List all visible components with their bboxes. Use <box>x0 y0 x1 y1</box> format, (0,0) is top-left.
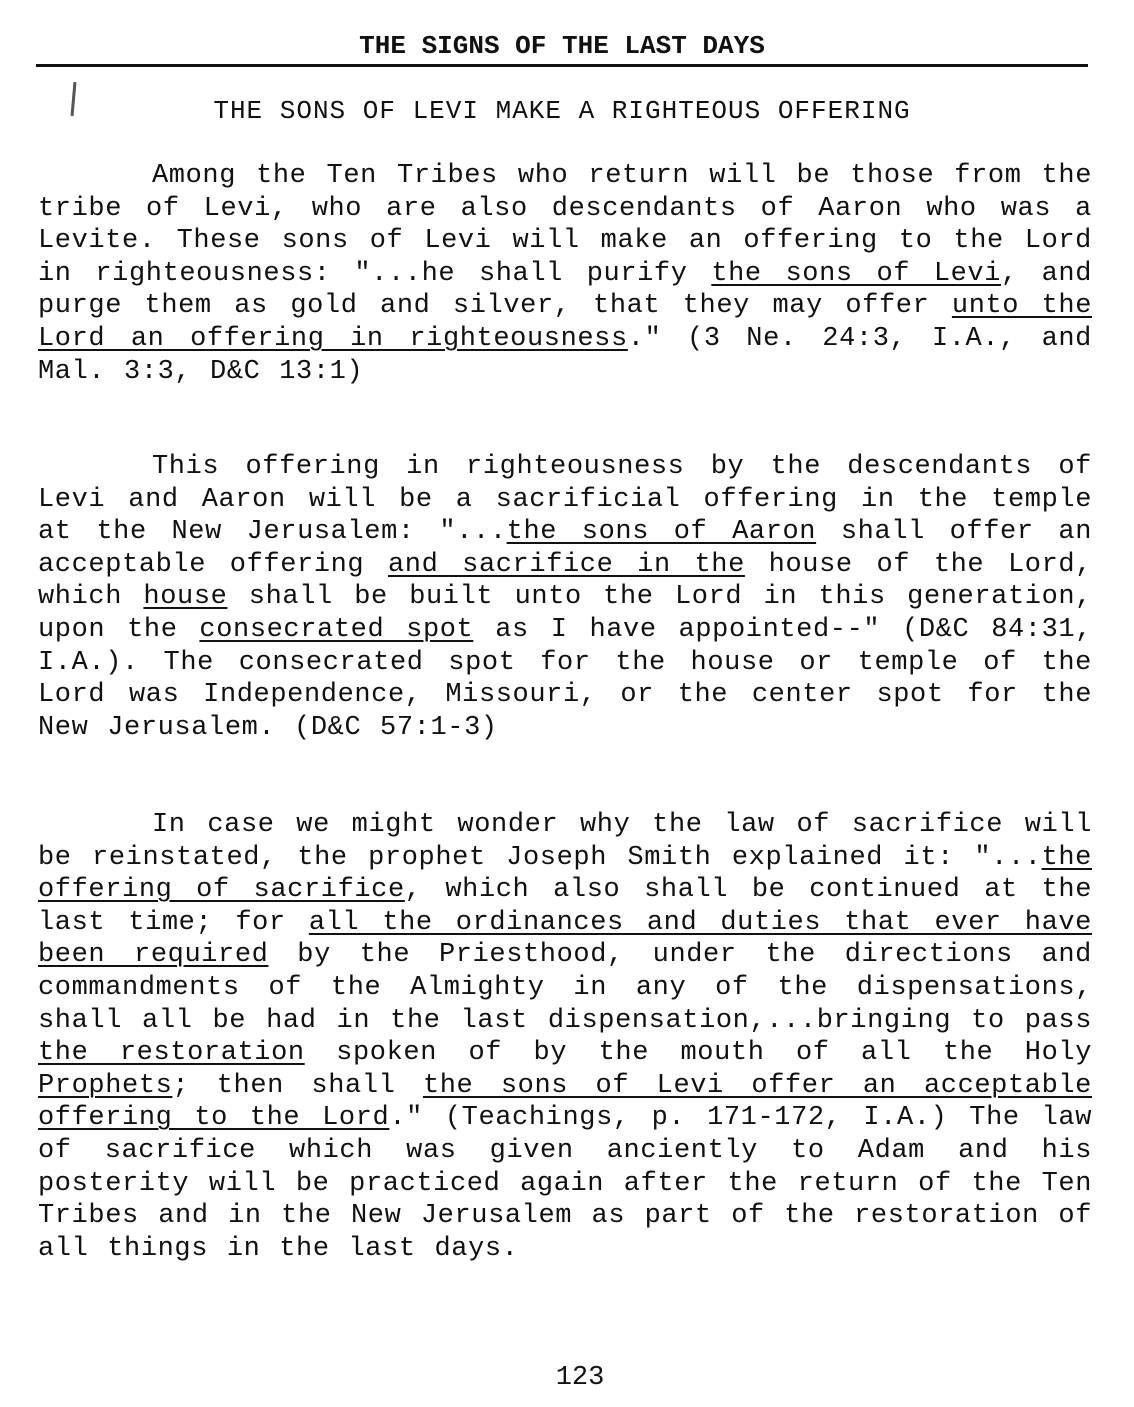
section-title: THE SONS OF LEVI MAKE A RIGHTEOUS OFFERING <box>213 96 911 126</box>
paragraph-text: house of the Lord, which <box>38 549 1093 613</box>
paragraph-text: ; then shall <box>172 1070 423 1101</box>
paragraph-text: , and purge them as gold and silver, that they may offer <box>38 258 1093 322</box>
paragraph-text: In case we might wonder why the law of sacrifice will be reinstated, the prophet Joseph Smith explained it: "... <box>38 810 1092 873</box>
paragraph-1 <box>38 160 1092 388</box>
underlined-phrase: consecrated spot <box>199 614 474 645</box>
paragraph-text: ." (Teachings, p. 171-172, I.A.) The law of sacrifice which was given anciently to Adam and his posterity will be practiced again after the return of the Ten Tribes and in the New Jerusalem as part of the restoration of all things in the last days. <box>38 1103 1093 1264</box>
paragraph-text: shall be built unto the Lord in this generation, upon the <box>38 582 1092 645</box>
paragraph-text: This offering in righteousness by the descendants of Levi and Aaron will be a sacrificial offering in the temple at the New Jerusalem: "... <box>38 452 1092 548</box>
underlined-phrase: house <box>143 582 228 613</box>
paragraph-2 <box>38 451 1092 744</box>
underlined-phrase: Prophets <box>38 1070 173 1101</box>
paragraph-text: Among the Ten Tribes who return will be those from the tribe of Levi, who are also descendants of Aaron who was a Levite. These sons of Levi will make an offering to the Lord in righteousness: "...he shall purify <box>38 161 1092 289</box>
underlined-phrase: the sons of Levi offer an acceptable offering to the Lord <box>38 1070 1092 1134</box>
underlined-phrase: the offering of sacrifice <box>38 842 1092 906</box>
paragraph-text: ." (3 Ne. 24:3, I.A., and Mal. 3:3, D&C 13:1) <box>38 323 1092 387</box>
page-number: 123 <box>555 1363 605 1393</box>
underlined-phrase: and sacrifice in the <box>387 549 745 580</box>
paragraph-3 <box>38 809 1092 1265</box>
underlined-phrase: the sons of Aaron <box>506 517 817 548</box>
paragraph-text: by the Priesthood, under the directions and commandments of the Almighty in any of the dispensations, shall all be had in the last dispensation,...bringing to pass <box>38 940 1092 1036</box>
underlined-phrase: all the ordinances and duties that ever have been required <box>38 907 1092 971</box>
underlined-phrase: unto the Lord an offering in righteousness <box>38 291 1093 354</box>
underlined-phrase: the restoration <box>38 1038 305 1069</box>
paragraph-text: spoken of by the mouth of all the Holy <box>304 1038 1092 1069</box>
running-header: THE SIGNS OF THE LAST DAYS <box>36 30 1088 67</box>
paragraph-text: shall offer an acceptable offering <box>38 517 1092 580</box>
paragraph-text: , which also shall be continued at the last time; for <box>38 875 1093 938</box>
underlined-phrase: the sons of Levi <box>711 258 1002 289</box>
paragraph-text: as I have appointed--" (D&C 84:31, I.A.). The consecrated spot for the house or temple of the Lord was Independence, Missouri, or the center spot for the New Jerusalem. (D&C 57:1-3) <box>38 614 1093 743</box>
